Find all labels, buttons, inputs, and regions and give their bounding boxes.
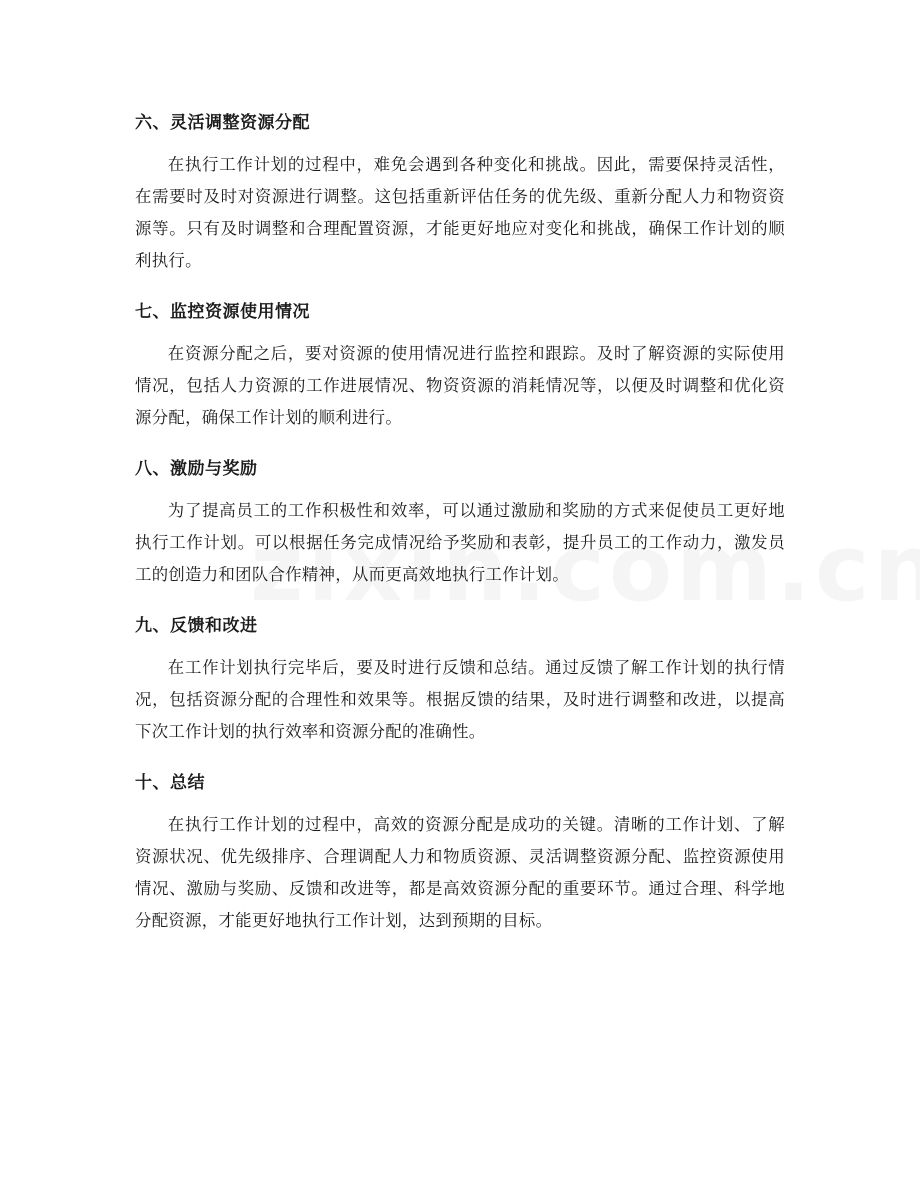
section-paragraph: 在工作计划执行完毕后，要及时进行反馈和总结。通过反馈了解工作计划的执行情况，包括资源分配的合理性和效果等。根据反馈的结果，及时进行调整和改进，以提高下次工作计划的执行效率和资源分配的准确性。: [135, 658, 785, 741]
section-6: [135, 104, 785, 277]
document-content: [135, 104, 785, 953]
section-heading: 十、总结: [135, 773, 205, 793]
section-10: [135, 764, 785, 937]
section-heading: 六、灵活调整资源分配: [135, 113, 310, 133]
section-paragraph: 在执行工作计划的过程中，高效的资源分配是成功的关键。清晰的工作计划、了解资源状况、优先级排序、合理调配人力和物质资源、灵活调整资源分配、监控资源使用情况、激励与奖励、反馈和改进等，都是高效资源分配的重要环节。通过合理、科学地分配资源，才能更好地执行工作计划，达到预期的目标。: [135, 815, 785, 930]
section-7: [135, 293, 785, 434]
section-9: [135, 607, 785, 748]
section-paragraph: 在资源分配之后，要对资源的使用情况进行监控和跟踪。及时了解资源的实际使用情况，包括人力资源的工作进展情况、物资资源的消耗情况等，以便及时调整和优化资源分配，确保工作计划的顺利进行。: [135, 344, 785, 427]
section-heading: 九、反馈和改进: [135, 616, 258, 636]
section-paragraph: 在执行工作计划的过程中，难免会遇到各种变化和挑战。因此，需要保持灵活性，在需要时及时对资源进行调整。这包括重新评估任务的优先级、重新分配人力和物资资源等。只有及时调整和合理配置资源，才能更好地应对变化和挑战，确保工作计划的顺利执行。: [135, 155, 785, 270]
section-paragraph: 为了提高员工的工作积极性和效率，可以通过激励和奖励的方式来促使员工更好地执行工作计划。可以根据任务完成情况给予奖励和表彰，提升员工的工作动力，激发员工的创造力和团队合作精神，从而更高效地执行工作计划。: [135, 501, 785, 584]
section-heading: 八、激励与奖励: [135, 459, 258, 479]
section-8: [135, 450, 785, 591]
section-heading: 七、监控资源使用情况: [135, 302, 310, 322]
